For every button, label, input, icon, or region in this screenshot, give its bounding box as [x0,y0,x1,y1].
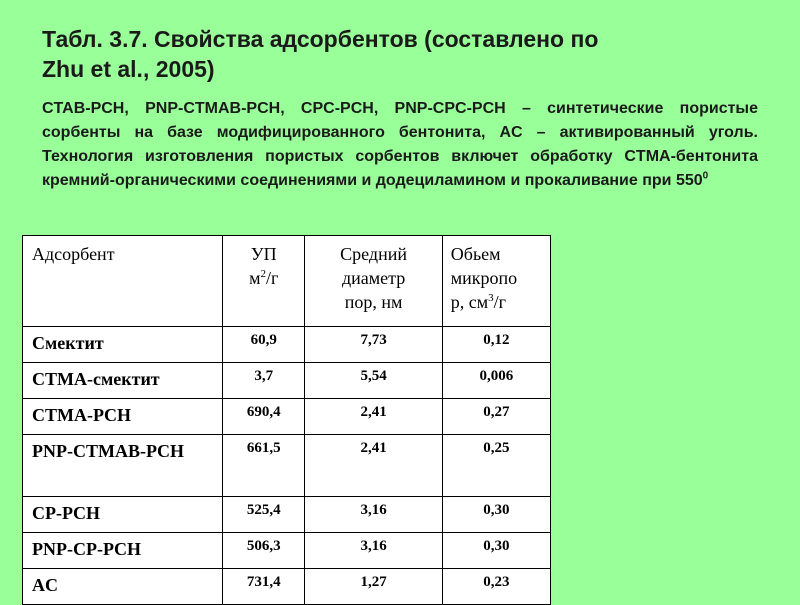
cell-micropore-volume: 0,006 [442,363,550,399]
cell-surface-area: 60,9 [223,327,305,363]
header-micropore-volume: Обьем микропо р, $см^3/г$ [442,236,550,327]
cell-adsorbent: Смектит [23,327,223,363]
table-row [23,435,551,497]
table-row [23,327,551,363]
cell-surface-area: 506,3 [223,533,305,569]
slide-title [42,24,742,84]
cell-pore-diameter: 1,27 [305,569,442,605]
cell-micropore-volume: 0,27 [442,399,550,435]
table-row [23,533,551,569]
cell-micropore-volume: 0,12 [442,327,550,363]
cell-pore-diameter: 2,41 [305,399,442,435]
cell-adsorbent: CTMA-смектит [23,363,223,399]
table-header-row [23,236,551,327]
cell-adsorbent: CTMA-PCH [23,399,223,435]
cell-surface-area: 3,7 [223,363,305,399]
header-adsorbent: Адсорбент [23,236,223,327]
slide-title-line-1: Табл. 3.7. Свойства адсорбентов (составлено по [42,26,599,52]
table-row [23,399,551,435]
cell-surface-area: 661,5 [223,435,305,497]
table-row [23,569,551,605]
degree-superscript: 0 [702,170,709,182]
description-text: CTAB-PCH, PNP-CTMAB-PCH, CPC-PCH, PNP-CPC-PCH – синтетические пористые сорбенты на базе модифицированного бентонита, AC – активированный уголь. Технология изготовления пористых сорбентов включет обработку CTMA-бентонита кремний-органическими соединениями и додециламином и прокаливание при 550 [42,100,758,189]
cell-micropore-volume: 0,25 [442,435,550,497]
cell-surface-area: 731,4 [223,569,305,605]
cell-pore-diameter: 3,16 [305,533,442,569]
cell-surface-area: 690,4 [223,399,305,435]
table-row [23,363,551,399]
cell-micropore-volume: 0,30 [442,497,550,533]
slide-title-line-2: Zhu et al., 2005) [42,56,215,82]
header-surface-area: УП $м^2/г$ [223,236,305,327]
cell-adsorbent: AC [23,569,223,605]
cell-pore-diameter: 7,73 [305,327,442,363]
cell-adsorbent: PNP-CTMAB-PCH [23,435,223,497]
cell-micropore-volume: 0,30 [442,533,550,569]
cell-pore-diameter: 5,54 [305,363,442,399]
cell-micropore-volume: 0,23 [442,569,550,605]
cell-adsorbent: PNP-CP-PCH [23,533,223,569]
cell-adsorbent: CP-PCH [23,497,223,533]
description-paragraph [42,97,758,193]
cell-surface-area: 525,4 [223,497,305,533]
header-mean-pore-diameter: Средний диаметр пор, нм [305,236,442,327]
adsorbent-properties-table [22,235,551,605]
cell-pore-diameter: 3,16 [305,497,442,533]
cell-pore-diameter: 2,41 [305,435,442,497]
table-row [23,497,551,533]
